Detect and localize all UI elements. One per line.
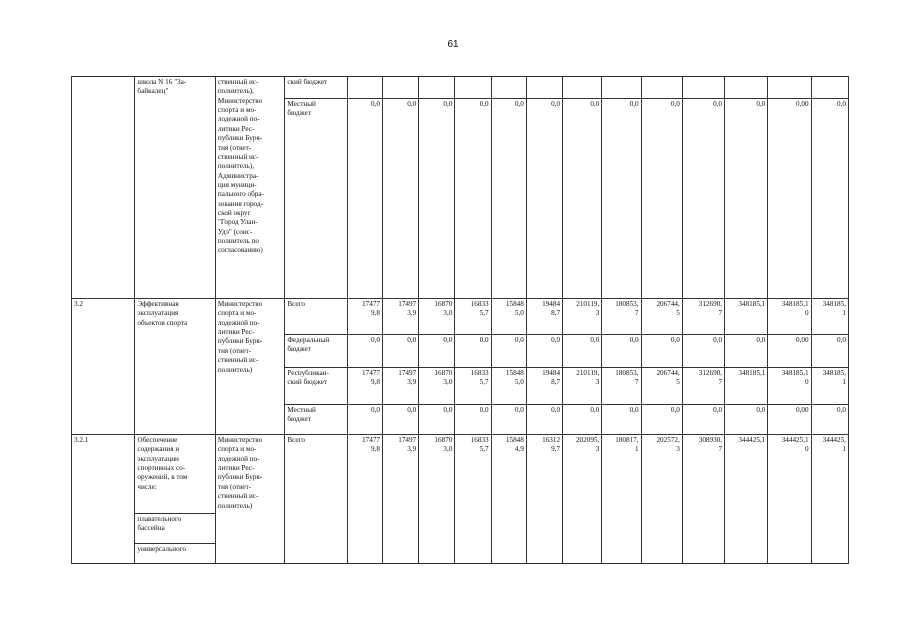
row-name-cell: школа N 16 "За- байкалец" (135, 77, 216, 299)
value-cell: 0,0 (491, 335, 526, 368)
row-executor-cell: Министерство спорта и мо- лодежной по- литики Рес- публики Буря- тия (ответ- ственный ис- полнитель) (215, 435, 284, 564)
value-cell: 0,0 (641, 405, 682, 435)
source-label-cell: Всего (285, 299, 347, 335)
value-cell: 17477 9,8 (347, 299, 382, 335)
source-label-cell: Местный бюджет (285, 405, 347, 435)
source-label-cell: Республикан- ский бюджет (285, 368, 347, 405)
value-cell: 0,0 (811, 335, 848, 368)
value-cell: 348185,1 (725, 368, 768, 405)
row-code-cell: 3.2.1 (72, 435, 135, 564)
value-cell: 0,0 (682, 335, 724, 368)
value-cell: 15848 4,9 (491, 435, 526, 564)
value-cell: 0,00 (768, 335, 811, 368)
row-name-cell: Эффективная эксплуатация объектов спорта (135, 299, 216, 435)
value-cell: 0,0 (526, 405, 562, 435)
value-cell: 16870 3,0 (419, 435, 455, 564)
row-code-cell: 3.2 (72, 299, 135, 435)
value-cell: 312690, 7 (682, 299, 724, 335)
value-cell: 0,0 (491, 405, 526, 435)
table-row (72, 435, 849, 514)
value-cell: 0,0 (382, 335, 418, 368)
page-number: 61 (447, 39, 459, 50)
value-cell: 0,0 (419, 99, 455, 299)
value-cell: 0,0 (526, 99, 562, 299)
value-cell: 0,0 (563, 99, 602, 299)
value-cell: 0,00 (768, 99, 811, 299)
value-cell: 0,0 (347, 99, 382, 299)
value-cell (526, 77, 562, 99)
value-cell: 0,0 (602, 99, 641, 299)
value-cell: 0,0 (563, 405, 602, 435)
value-cell (419, 77, 455, 99)
source-label-cell: Местный бюджет (285, 99, 347, 299)
value-cell: 17497 3,9 (382, 299, 418, 335)
value-cell: 17477 9,8 (347, 435, 382, 564)
value-cell: 0,0 (811, 405, 848, 435)
value-cell: 0,0 (563, 335, 602, 368)
value-cell: 0,0 (347, 405, 382, 435)
value-cell: 19484 8,7 (526, 299, 562, 335)
value-cell: 0,0 (455, 335, 491, 368)
value-cell (491, 77, 526, 99)
value-cell: 0,0 (725, 99, 768, 299)
value-cell (563, 77, 602, 99)
value-cell: 17497 3,9 (382, 435, 418, 564)
value-cell: 0,0 (641, 335, 682, 368)
value-cell: 210119, 3 (563, 368, 602, 405)
value-cell: 0,0 (725, 335, 768, 368)
value-cell: 202095, 3 (563, 435, 602, 564)
value-cell: 0,0 (455, 99, 491, 299)
value-cell: 180853, 7 (602, 299, 641, 335)
row-executor-cell: ственный ис- полнитель), Министерство спорта и мо- лодежной по- литики Рес- публики Буря- тия (ответ- ственный ис- полнитель), Администра- ция муници- пального обра- зования город- ской округ "Город Улан- Удэ" (соис- полнитель по согласованию) (215, 77, 284, 299)
value-cell: 312690, 7 (682, 368, 724, 405)
value-cell (768, 77, 811, 99)
budget-table (71, 76, 849, 564)
value-cell: 0,0 (641, 99, 682, 299)
table-body (72, 77, 849, 564)
row-executor-cell: Министерство спорта и мо- лодежной по- литики Рес- публики Буря- тия (ответ- ственный ис- полнитель) (215, 299, 284, 435)
value-cell (602, 77, 641, 99)
table-row (72, 77, 849, 99)
row-name-cell: плавательного бассейна (135, 514, 216, 544)
value-cell: 308930, 7 (682, 435, 724, 564)
value-cell: 180817, 1 (602, 435, 641, 564)
value-cell: 17477 9,8 (347, 368, 382, 405)
row-name-cell: Обеспечение содержания и эксплуатации спортивных со- оружений, в том числе: (135, 435, 216, 514)
value-cell (641, 77, 682, 99)
value-cell: 0,0 (419, 405, 455, 435)
value-cell: 15848 5,0 (491, 299, 526, 335)
value-cell (347, 77, 382, 99)
value-cell: 16870 3,0 (419, 368, 455, 405)
value-cell: 348185, 1 (811, 368, 848, 405)
value-cell: 0,00 (768, 405, 811, 435)
value-cell: 0,0 (725, 405, 768, 435)
value-cell: 0,0 (811, 99, 848, 299)
value-cell: 16833 5,7 (455, 435, 491, 564)
source-label-cell: Федеральный бюджет (285, 335, 347, 368)
row-code-cell (72, 77, 135, 299)
value-cell: 0,0 (682, 405, 724, 435)
table-row (72, 299, 849, 335)
value-cell: 0,0 (526, 335, 562, 368)
value-cell: 16833 5,7 (455, 368, 491, 405)
value-cell: 16833 5,7 (455, 299, 491, 335)
value-cell: 344425, 1 (811, 435, 848, 564)
value-cell (455, 77, 491, 99)
value-cell: 206744, 5 (641, 299, 682, 335)
value-cell: 0,0 (419, 335, 455, 368)
value-cell: 348185,1 0 (768, 299, 811, 335)
value-cell: 16870 3,0 (419, 299, 455, 335)
value-cell: 15848 5,0 (491, 368, 526, 405)
value-cell: 206744, 5 (641, 368, 682, 405)
source-label-cell: ский бюджет (285, 77, 347, 99)
value-cell: 0,0 (682, 99, 724, 299)
value-cell: 348185,1 (725, 299, 768, 335)
value-cell: 0,0 (382, 99, 418, 299)
value-cell: 180853, 7 (602, 368, 641, 405)
value-cell: 202572, 3 (641, 435, 682, 564)
value-cell: 16312 9,7 (526, 435, 562, 564)
value-cell: 210119, 3 (563, 299, 602, 335)
value-cell: 19484 8,7 (526, 368, 562, 405)
value-cell: 0,0 (347, 335, 382, 368)
value-cell: 0,0 (455, 405, 491, 435)
value-cell: 0,0 (491, 99, 526, 299)
value-cell: 348185,1 0 (768, 368, 811, 405)
value-cell: 0,0 (602, 335, 641, 368)
row-name-cell: универсального (135, 544, 216, 564)
value-cell: 0,0 (382, 405, 418, 435)
value-cell (725, 77, 768, 99)
value-cell: 344425,1 (725, 435, 768, 564)
value-cell (682, 77, 724, 99)
value-cell (811, 77, 848, 99)
value-cell: 0,0 (602, 405, 641, 435)
value-cell: 344425,1 0 (768, 435, 811, 564)
source-label-cell: Всего (285, 435, 347, 564)
value-cell (382, 77, 418, 99)
value-cell: 17497 3,9 (382, 368, 418, 405)
value-cell: 348185, 1 (811, 299, 848, 335)
